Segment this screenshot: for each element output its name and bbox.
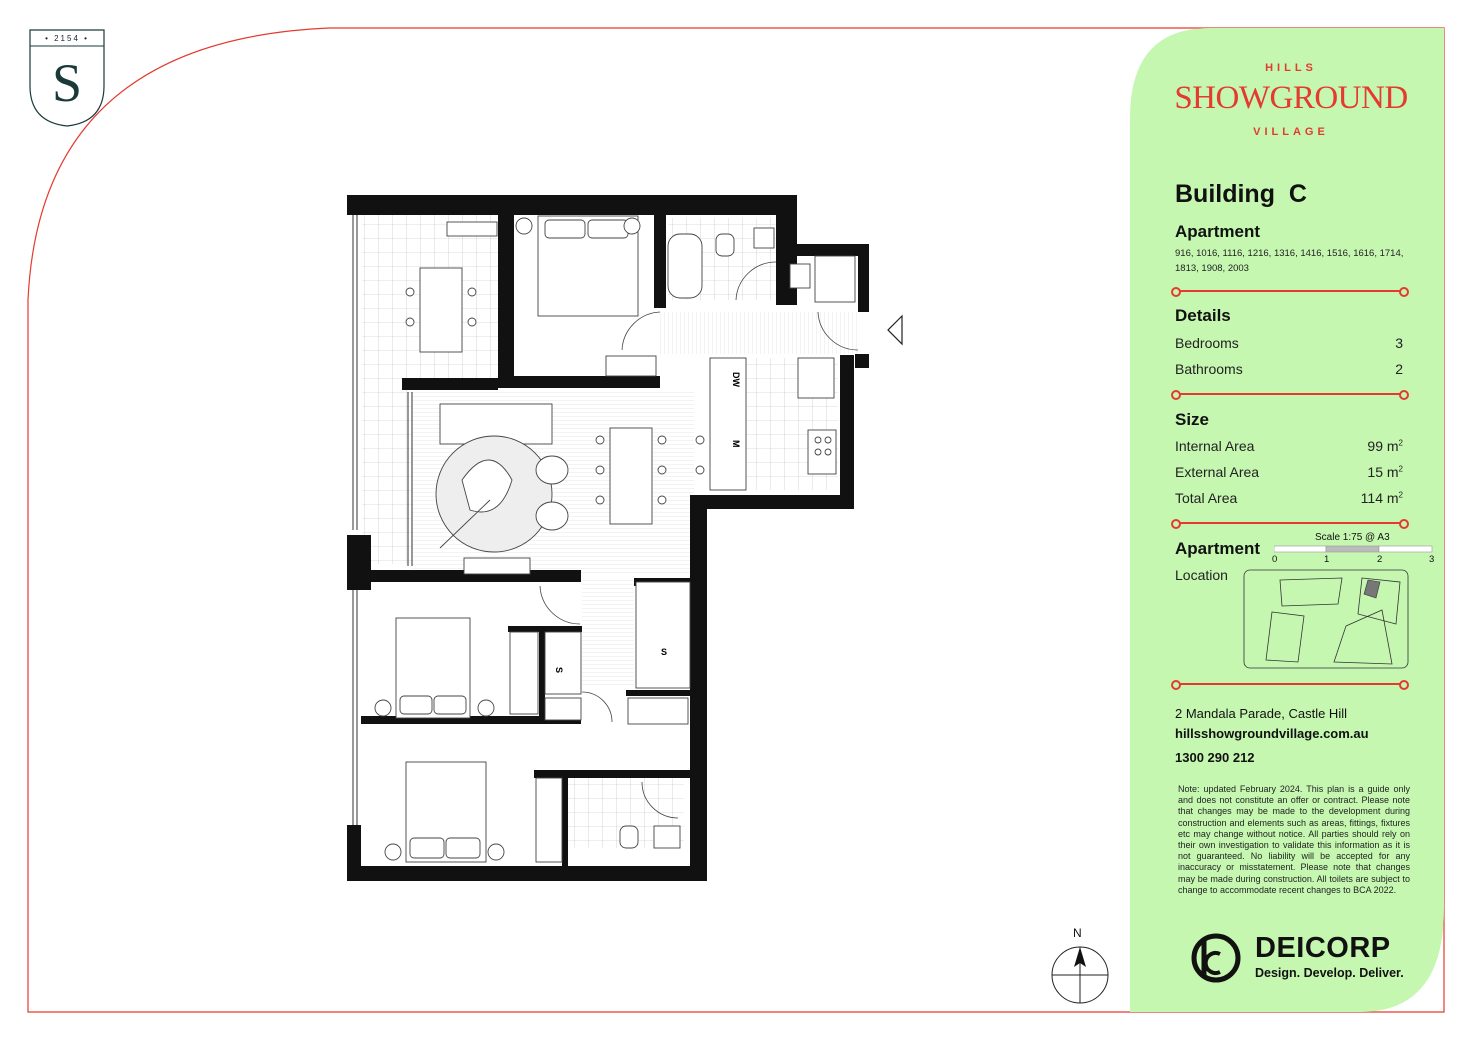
scale-bar: [1274, 544, 1434, 556]
scale-tick: 1: [1324, 554, 1330, 565]
disclaimer-note: Note: updated February 2024. This plan is a guide only and does not constitute an offer or contract. Please note that changes may be made to the development during construction and elements such as areas, fittings, fixtures etc may change without notice. All parties should rely on their own investigation to validate this information as it is not guaranteed. No liability will be accepted for any inaccuracy or misstatement. Please note that changes may be made during construction. All toilets are subject to change to accommodate recent changes to BCA 2022.: [1178, 784, 1410, 895]
size-heading: Size: [1175, 410, 1210, 429]
north-label: N: [1073, 926, 1082, 940]
brand-village: VILLAGE: [1253, 126, 1329, 138]
info-panel: [1130, 28, 1444, 1012]
apartment-numbers: 916, 1016, 1116, 1216, 1316, 1416, 1516, 1616, 1714, 1813, 1908, 2003: [1175, 248, 1404, 274]
total-area-row: Total Area 114 $m^2$: [1175, 490, 1403, 506]
location-subheading: Location: [1175, 567, 1228, 583]
developer-name: DEICORP: [1255, 932, 1391, 964]
external-area-row: External Area 15 $m^2$: [1175, 464, 1403, 480]
outdoor-table: [420, 268, 462, 352]
corridor-floor: [582, 578, 634, 688]
building-value: C: [1288, 180, 1307, 208]
developer-tagline: Design. Develop. Deliver.: [1255, 966, 1404, 980]
bathrooms-row: Bathrooms 2: [1175, 361, 1403, 377]
microwave-label: M: [731, 440, 741, 448]
apartment-heading: Apartment: [1175, 222, 1261, 241]
crest-letter: S: [51, 53, 83, 113]
brand-hills: HILLS: [1265, 62, 1317, 74]
details-heading: Details: [1175, 306, 1231, 325]
location-heading: Apartment: [1175, 539, 1261, 558]
brand-showground: SHOWGROUND: [1174, 80, 1408, 116]
crest-number: • 2154 •: [45, 34, 89, 43]
website-link[interactable]: hillsshowgroundvillage.com.au: [1175, 726, 1369, 741]
scale-label: Scale 1:75 @ A3: [1315, 532, 1390, 543]
hallway-floor: [660, 312, 858, 354]
separator: [1177, 290, 1403, 292]
dining-table: [610, 428, 652, 524]
phone-number[interactable]: 1300 290 212: [1175, 750, 1255, 765]
storage-label-1: S: [554, 667, 564, 674]
address: 2 Mandala Parade, Castle Hill: [1175, 706, 1347, 721]
internal-area-row: Internal Area 99 $m^2$: [1175, 438, 1403, 454]
entry-arrow-icon: [888, 316, 902, 344]
scale-tick: 2: [1377, 554, 1383, 565]
scale-tick: 0: [1272, 554, 1278, 565]
deicorp-logo: [1190, 932, 1248, 984]
location-map: [1242, 568, 1410, 670]
scale-tick: 3: [1429, 554, 1435, 565]
separator: [1177, 393, 1403, 395]
building-heading: Building C: [1175, 180, 1307, 208]
storage-label-2: S: [661, 647, 668, 657]
dishwasher-label: DW: [731, 372, 741, 387]
separator: [1177, 522, 1403, 524]
bedrooms-row: Bedrooms 3: [1175, 335, 1403, 351]
bathtub: [668, 234, 702, 298]
separator: [1177, 683, 1403, 685]
